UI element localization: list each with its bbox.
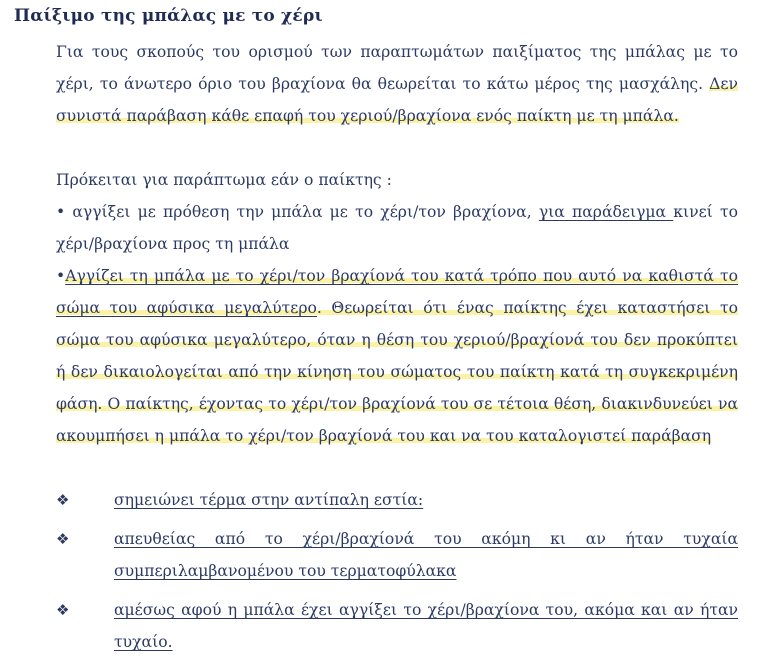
- unnatural-bigger-underlined: Αγγίζει τη μπάλα με το χέρι/τον βραχίονά του κατά τρόπο που αυτό να καθιστά το σώμα του αφύσικα μεγαλύτερο: [56, 267, 738, 317]
- list-item-text: σημειώνει τέρμα στην αντίπαλη εστία:: [114, 491, 424, 509]
- diamond-bullet-icon: ❖: [56, 601, 70, 619]
- paragraph-deliberate-touch: [56, 196, 738, 260]
- list-item: [56, 523, 738, 587]
- upper-limit-text: Για τους σκοπούς του ορισμού των παραπτωμάτων παιξίματος της μπάλας με το χέρι, το άνωτερο όριο του βραχίονα θα θεωρείται το κάτω μέρος της μασχάλης.: [56, 43, 738, 93]
- list-item-text: απευθείας από το χέρι/βραχίονά του ακόμη κι αν ήταν τυχαία συμπεριλαμβανομένου του τερματοφύλακα: [114, 530, 738, 580]
- diamond-bullet-icon: ❖: [56, 491, 70, 509]
- list-item: [56, 484, 738, 516]
- bullet-list: [56, 484, 738, 665]
- deliberate-touch-text: • αγγίξει με πρόθεση την μπάλα με το χέρι/τον βραχίονα,: [56, 203, 539, 221]
- list-item: [56, 594, 738, 658]
- bullet-dot: •: [56, 267, 66, 285]
- diamond-bullet-icon: ❖: [56, 530, 70, 548]
- paragraph-unnatural-bigger: [56, 260, 738, 452]
- list-item-text: αμέσως αφού η μπάλα έχει αγγίξει το χέρι/βραχίονα του, ακόμα και αν ήταν τυχαίο.: [114, 601, 738, 651]
- example-underlined: για παράδειγμα: [538, 203, 674, 221]
- section-title: Παίξιμο της μπάλας με το χέρι: [14, 6, 323, 26]
- deliberate-touch-tail: κινεί το χέρι/βραχίονα προς τη μπάλα: [56, 203, 739, 253]
- paragraph-definition: [56, 36, 738, 132]
- unnatural-bigger-explanation: . Θεωρείται ότι ένας παίκτης έχει καταστήσει το σώμα του αφύσικα μεγαλύτερο, όταν η θέση του χεριού/βραχίονά του δεν προκύπτει ή δεν δικαιολογείται από την κίνηση του σώματος του παίκτη κατά τη συγκεκριμένη φάση. Ο παίκτης, έχοντας το χέρι/τον βραχίονά του σε τέτοια θέση, διακινδυνεύει να ακουμπήσει η μπάλα το χέρι/τον βραχίονά του και να του καταλογιστεί παράβαση: [56, 299, 739, 445]
- highlighted-contact-text: Δεν συνιστά παράβαση κάθε επαφή του χεριού/βραχίονα ενός παίκτη με τη μπάλα.: [56, 75, 738, 125]
- paragraph-offence-intro: Πρόκειται για παράπτωμα εάν ο παίκτης :: [56, 171, 392, 189]
